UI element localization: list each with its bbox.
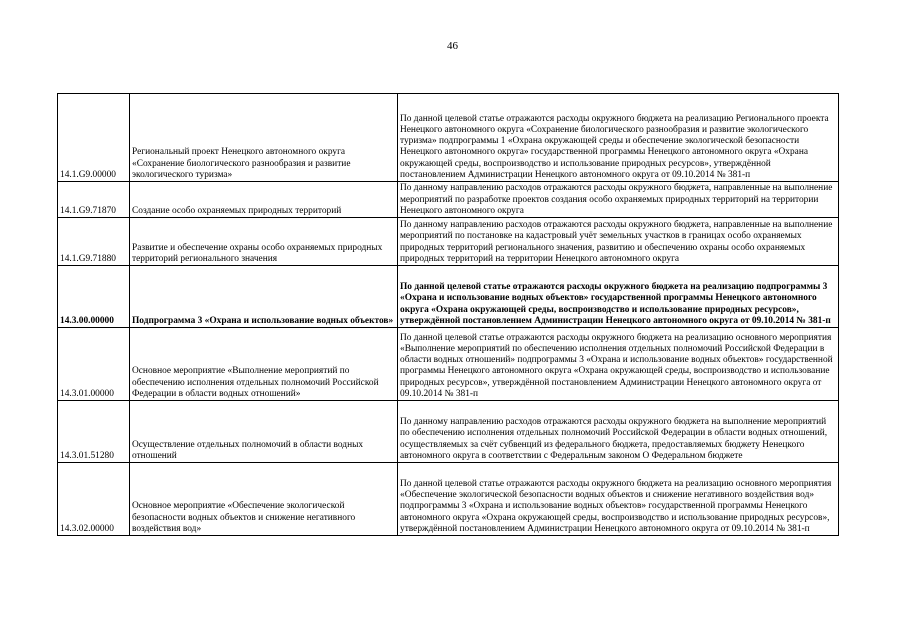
- row-description: По данной целевой статье отражаются расходы окружного бюджета на реализацию Регионального проекта Ненецкого автономного округа «Сохранение биологического разнообразия и развитие экологического туризма» подпрограммы 1 «Охрана окружающей среды и обеспечение экологической безопасности Ненецкого автономного округа» государственной программы Ненецкого автономного округа «Охрана окружающей среды, воспроизводство и использование природных ресурсов», утверждённой постановлением Администрации Ненецкого автономного округа от 09.10.2014 № 381-п: [398, 94, 839, 182]
- table-row: [58, 463, 839, 536]
- row-code: 14.1.G9.00000: [58, 94, 130, 182]
- table-row: [58, 401, 839, 463]
- budget-classification-table: [57, 93, 839, 536]
- row-code: 14.3.02.00000: [58, 463, 130, 536]
- row-description: По данному направлению расходов отражаются расходы окружного бюджета на выполнение мероприятий по обеспечению исполнения отдельных полномочий Российской Федерации в области водных отношений, осуществляемых за счёт субвенций из федерального бюджета, предоставляемых бюджету Ненецкого автономного округа в соответствии с Федеральным законом О Федеральном бюджете: [398, 401, 839, 463]
- page-number: 46: [447, 40, 458, 52]
- row-name: Основное мероприятие «Выполнение мероприятий по обеспечению исполнения отдельных полномочий Российской Федерации в области водных отношений»: [130, 328, 398, 401]
- row-description: По данной целевой статье отражаются расходы окружного бюджета на реализацию подпрограммы 3 «Охрана и использование водных объектов» государственной программы Ненецкого автономного округа «Охрана окружающей среды, воспроизводство и использование природных ресурсов», утверждённой постановлением Администрации Ненецкого автономного округа от 09.10.2014 № 381-п: [398, 266, 839, 328]
- row-name: Осуществление отдельных полномочий в области водных отношений: [130, 401, 398, 463]
- row-code: 14.1.G9.71880: [58, 218, 130, 266]
- row-description: По данной целевой статье отражаются расходы окружного бюджета на реализацию основного мероприятия «Выполнение мероприятий по обеспечению исполнения отдельных полномочий Российской Федерации в области водных отношений» подпрограммы 3 «Охрана и использование водных объектов» государственной программы Ненецкого автономного округа «Охрана окружающей среды, воспроизводство и использование природных ресурсов», утверждённой постановлением Администрации Ненецкого автономного округа от 09.10.2014 № 381-п: [398, 328, 839, 401]
- table-row: [58, 182, 839, 218]
- row-name: Региональный проект Ненецкого автономного округа «Сохранение биологического разнообразия и развитие экологического туризма»: [130, 94, 398, 182]
- row-description: По данному направлению расходов отражаются расходы окружного бюджета, направленные на выполнение мероприятий по разработке проектов создания особо охраняемых природных территорий на территории Ненецкого автономного округа: [398, 182, 839, 218]
- row-name: Развитие и обеспечение охраны особо охраняемых природных территорий регионального значения: [130, 218, 398, 266]
- row-description: По данной целевой статье отражаются расходы окружного бюджета на реализацию основного мероприятия «Обеспечение экологической безопасности водных объектов и снижение негативного воздействия вод» подпрограммы 3 «Охрана и использование водных объектов» государственной программы Ненецкого автономного округа «Охрана окружающей среды, воспроизводство и использование природных ресурсов», утверждённой постановлением Администрации Ненецкого автономного округа от 09.10.2014 № 381-п: [398, 463, 839, 536]
- row-name: Создание особо охраняемых природных территорий: [130, 182, 398, 218]
- row-name: Подпрограмма 3 «Охрана и использование водных объектов»: [130, 266, 398, 328]
- row-code: 14.3.01.00000: [58, 328, 130, 401]
- table-row: [58, 266, 839, 328]
- table-row: [58, 218, 839, 266]
- table-row: [58, 328, 839, 401]
- row-code: 14.3.01.51280: [58, 401, 130, 463]
- table-row: [58, 94, 839, 182]
- row-name: Основное мероприятие «Обеспечение экологической безопасности водных объектов и снижение негативного воздействия вод»: [130, 463, 398, 536]
- row-description: По данному направлению расходов отражаются расходы окружного бюджета, направленные на выполнение мероприятий по постановке на кадастровый учёт земельных участков в границах особо охраняемых природных территорий регионального значения, развитию и обеспечению охраны особо охраняемых природных территорий на территории Ненецкого автономного округа: [398, 218, 839, 266]
- row-code: 14.3.00.00000: [58, 266, 130, 328]
- row-code: 14.1.G9.71870: [58, 182, 130, 218]
